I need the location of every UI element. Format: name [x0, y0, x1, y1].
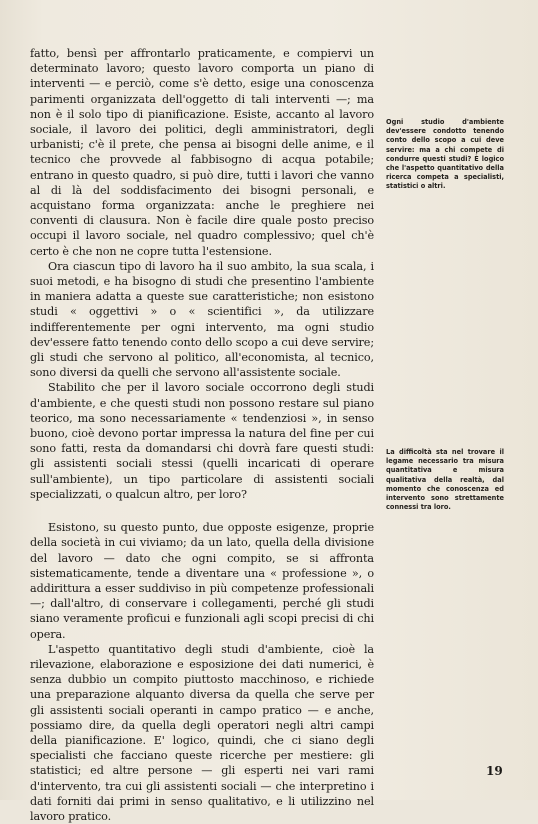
paragraph-1: fatto, bensì per affrontarlo praticamente, e compiervi un determinato lavoro; questo lavoro comporta un piano di interventi — e perciò, come s'è detto, esige una conoscenza parimenti organizzata dell'oggetto di tali interventi —; ma non è il solo tipo di pianificazione. Esiste, accanto al lavoro sociale, il lavoro dei politici, degli amministratori, degli urbanisti; c'è il prete, che pensa ai bisogni delle anime, e il tecnico che provvede al fabbisogno di acqua potabile; entrano in questo quadro, si può dire, tutti i lavori che vanno al di là del soddisfacimento dei bisogni personali, e acquistano forma organizzata: anche le preghiere nei conventi di clausura. Non è facile dire quale posto preciso occupi il lavoro sociale, nel quadro complessivo; quel ch'è certo è che non ne copre tutta l'estensione. — [30, 47, 374, 258]
page-number: 19 — [486, 764, 503, 778]
paragraph-4: Esistono, su questo punto, due opposte esigenze, proprie della società in cui viviamo; da un lato, quella della divisione del lavoro — dato che ogni compito, se si affronta sistematicamente, tende a diventare una « professione », o addirittura a esser suddiviso in più competenze professionali —; dall'altro, di conservare i collegamenti, perché gli studi siano veramente proficui e funzionali agli scopi precisi di chi opera. — [30, 521, 374, 641]
margin-note-1: Ogni studio d'ambiente dev'essere condotto tenendo conto dello scopo a cui deve servire: ma a chi compete di condurre questi studi? È logico che l'aspetto quantitativo della ricerca competa a specialisti, statistici o altri. — [386, 118, 504, 191]
paragraph-3: Stabilito che per il lavoro sociale occorrono degli studi d'ambiente, e che questi studi non possono restare sul piano teorico, ma sono necessariamente « tendenziosi », in senso buono, cioè devono portar impressa la natura del fine per cui sono fatti, resta da domandarsi chi dovrà fare questi studi: gli assistenti sociali stessi (quelli incaricati di operare sull'ambiente), un tipo particolare di assistenti sociali specializzati, o qualcun altro, per loro? — [30, 381, 374, 501]
paragraph-5: L'aspetto quantitativo degli studi d'ambiente, cioè la rilevazione, elaborazione e esposizione dei dati numerici, è senza dubbio un compito piuttosto macchinoso, e richiede una preparazione alquanto diversa da quella che serve per gli assistenti sociali operanti in campo pratico — e anche, possiamo dire, da quella degli operatori negli altri campi della pianificazione. E' logico, quindi, che ci siano degli specialisti che facciano queste ricerche per mestiere: gli statistici; ed altre persone — gli esperti nei vari rami d'intervento, tra cui gli assistenti sociali — che interpretino i dati forniti dai primi in senso qualitativo, e li utilizzino nel lavoro pratico. — [30, 642, 374, 823]
main-text-column — [30, 46, 374, 824]
margin-note-2: La difficoltà sta nel trovare il legame necessario tra misura quantitativa e misura qualitativa della realtà, dal momento che conoscenza ed intervento sono strettamente connessi tra loro. — [386, 448, 504, 512]
paragraph-2: Ora ciascun tipo di lavoro ha il suo ambito, la sua scala, i suoi metodi, e ha bisogno di studi che presentino l'ambiente in maniera adatta a queste sue caratteristiche; non esistono studi « oggettivi » o « scientifici », da utilizzare indifferentemente per ogni intervento, ma ogni studio dev'essere fatto tenendo conto dello scopo a cui deve servire; gli studi che servono al politico, all'economista, al tecnico, sono diversi da quelli che servono all'assistente sociale. — [30, 259, 374, 380]
